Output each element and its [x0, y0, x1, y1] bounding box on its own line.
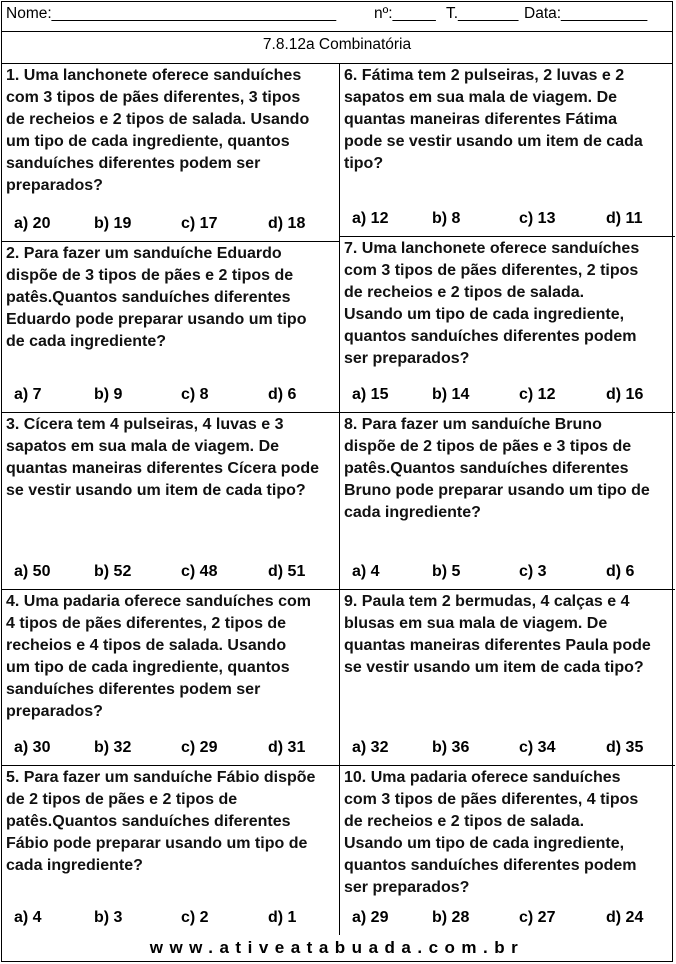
answer-option-d[interactable]: d) 18 — [268, 215, 306, 232]
answer-option-c[interactable]: c) 29 — [181, 739, 218, 756]
question-text: 2. Para fazer um sanduíche Eduardo dispõe de 3 tipos de pães e 2 tipos de patês.Quantos sanduíches diferentes Eduardo pode preparar usando um tipo de cada ingrediente? — [6, 245, 307, 350]
question-text: 6. Fátima tem 2 pulseiras, 2 luvas e 2 sapatos em sua mala de viagem. De quantas maneiras diferentes Fátima pode se vestir usando um item de cada tipo? — [344, 67, 643, 172]
answer-option-b[interactable]: b) 28 — [432, 909, 470, 926]
answer-option-c[interactable]: c) 17 — [181, 215, 218, 232]
answer-option-c[interactable]: c) 2 — [181, 909, 209, 926]
answer-option-d[interactable]: d) 1 — [268, 909, 297, 926]
answer-option-c[interactable]: c) 13 — [519, 210, 556, 227]
worksheet — [1, 1, 673, 962]
answer-option-c[interactable]: c) 27 — [519, 909, 556, 926]
answer-option-c[interactable]: c) 34 — [519, 739, 556, 756]
answer-option-c[interactable]: c) 48 — [181, 563, 218, 580]
question-text: 8. Para fazer um sanduíche Bruno dispõe de 2 tipos de pães e 3 tipos de patês.Quantos sanduíches diferentes Bruno pode preparar usando um tipo de cada ingrediente? — [344, 416, 650, 521]
header-row — [2, 2, 672, 32]
answer-option-d[interactable]: d) 11 — [606, 210, 643, 227]
answer-option-b[interactable]: b) 5 — [432, 563, 461, 580]
answer-option-b[interactable]: b) 3 — [94, 909, 123, 926]
answer-option-a[interactable]: a) 20 — [14, 215, 51, 232]
question-text: 10. Uma padaria oferece sanduíches com 3 tipos de pães diferentes, 4 tipos de recheios e 2 tipos de salada. Usando um tipo de cada ingrediente, quantos sanduíches diferentes podem ser preparados? — [344, 769, 639, 896]
class-field[interactable]: T._______ — [446, 5, 519, 22]
answer-option-b[interactable]: b) 19 — [94, 215, 132, 232]
number-field[interactable]: nº:_____ — [374, 5, 436, 22]
answer-option-b[interactable]: b) 8 — [432, 210, 461, 227]
answer-option-b[interactable]: b) 32 — [94, 739, 132, 756]
answer-option-d[interactable]: d) 16 — [606, 386, 644, 403]
worksheet-title: 7.8.12a Combinatória — [2, 31, 672, 64]
answer-option-b[interactable]: b) 14 — [432, 386, 470, 403]
footer-website: www.ativeatabuada.com.br — [149, 938, 525, 957]
answer-option-d[interactable]: d) 51 — [268, 563, 306, 580]
answer-option-d[interactable]: d) 24 — [606, 909, 644, 926]
answer-option-d[interactable]: d) 6 — [606, 563, 635, 580]
answer-option-a[interactable]: a) 30 — [14, 739, 51, 756]
answer-option-b[interactable]: b) 9 — [94, 386, 123, 403]
question-text: 5. Para fazer um sanduíche Fábio dispõe de 2 tipos de pães e 2 tipos de patês.Quantos sanduíches diferentes Fábio pode preparar usando um tipo de cada ingrediente? — [6, 769, 316, 874]
question-text: 4. Uma padaria oferece sanduíches com 4 tipos de pães diferentes, 2 tipos de recheios e 4 tipos de salada. Usando um tipo de cada ingrediente, quantos sanduíches diferentes podem ser preparados? — [6, 593, 312, 720]
question-text: 9. Paula tem 2 bermudas, 4 calças e 4 blusas em sua mala de viagem. De quantas maneiras diferentes Paula pode se vestir usando um item de cada tipo? — [344, 593, 651, 676]
answer-option-c[interactable]: c) 12 — [519, 386, 556, 403]
column-divider — [339, 63, 340, 935]
question-separator — [340, 765, 675, 766]
question-separator — [2, 765, 339, 766]
answer-option-d[interactable]: d) 35 — [606, 739, 644, 756]
question-text: 7. Uma lanchonete oferece sanduíches com 3 tipos de pães diferentes, 2 tipos de recheios e 2 tipos de salada. Usando um tipo de cada ingrediente, quantos sanduíches diferentes podem ser preparados? — [344, 240, 640, 367]
question-separator — [340, 236, 675, 237]
question-separator — [2, 241, 339, 242]
question-text: 1. Uma lanchonete oferece sanduíches com 3 tipos de pães diferentes, 3 tipos de recheios e 2 tipos de salada. Usando um tipo de cada ingrediente, quantos sanduíches diferentes podem ser preparados? — [6, 67, 310, 194]
answer-option-a[interactable]: a) 7 — [14, 386, 42, 403]
answer-option-c[interactable]: c) 8 — [181, 386, 209, 403]
answer-option-b[interactable]: b) 36 — [432, 739, 470, 756]
answer-option-d[interactable]: d) 6 — [268, 386, 297, 403]
answer-option-c[interactable]: c) 3 — [519, 563, 547, 580]
question-separator — [340, 412, 675, 413]
answer-option-a[interactable]: a) 32 — [352, 739, 389, 756]
question-separator — [2, 589, 339, 590]
answer-option-a[interactable]: a) 12 — [352, 210, 389, 227]
answer-option-a[interactable]: a) 4 — [352, 563, 380, 580]
answer-option-a[interactable]: a) 4 — [14, 909, 42, 926]
date-field[interactable]: Data:__________ — [524, 5, 648, 22]
answer-option-a[interactable]: a) 15 — [352, 386, 389, 403]
answer-option-a[interactable]: a) 29 — [352, 909, 389, 926]
name-field[interactable]: Nome:_________________________________ — [6, 5, 337, 22]
question-text: 3. Cícera tem 4 pulseiras, 4 luvas e 3 sapatos em sua mala de viagem. De quantas maneiras diferentes Cícera pode se vestir usando um item de cada tipo? — [6, 416, 319, 499]
answer-option-a[interactable]: a) 50 — [14, 563, 51, 580]
answer-option-d[interactable]: d) 31 — [268, 739, 306, 756]
question-separator — [340, 589, 675, 590]
question-separator — [2, 412, 339, 413]
answer-option-b[interactable]: b) 52 — [94, 563, 132, 580]
